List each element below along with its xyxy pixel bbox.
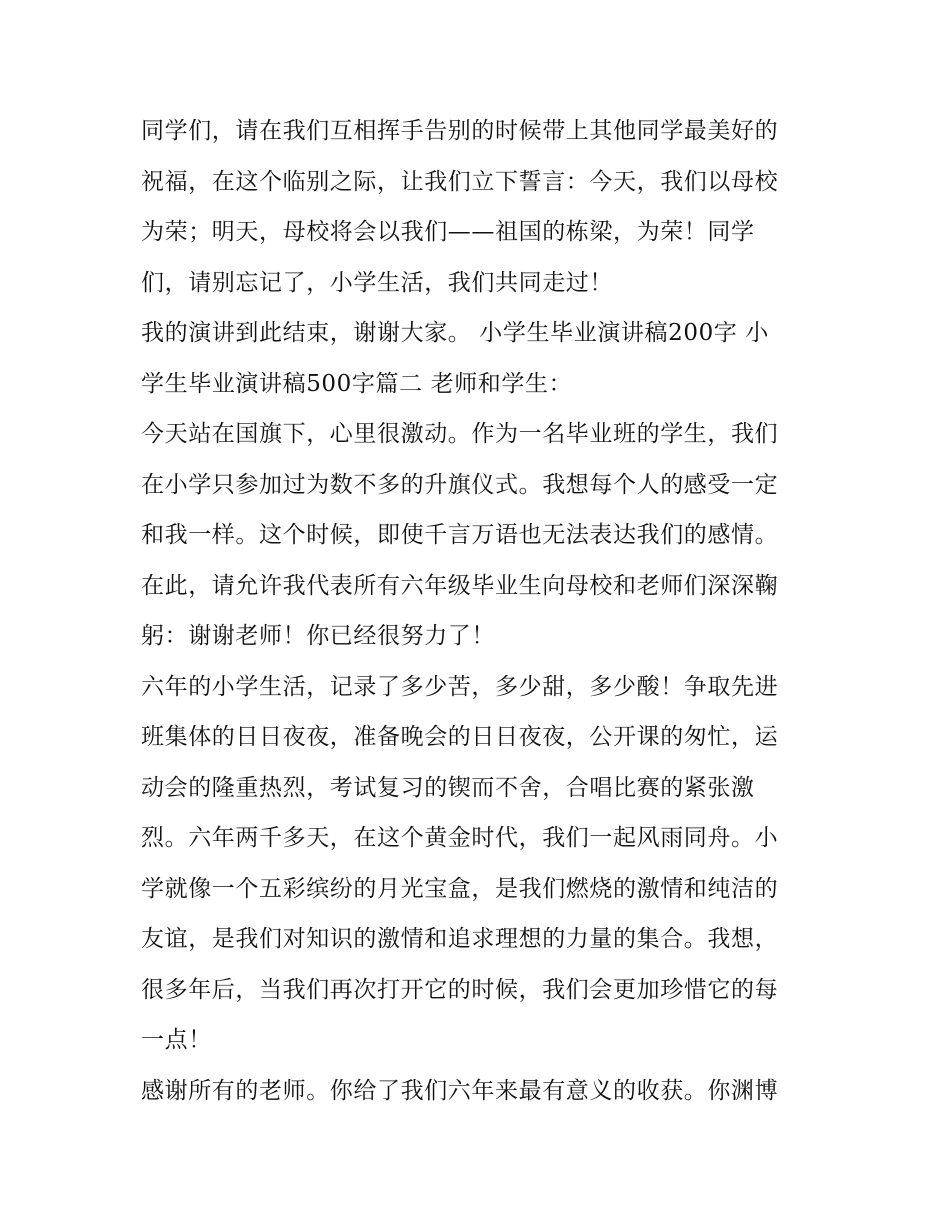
text-line: 躬：谢谢老师！你已经很努力了！ [141, 623, 495, 649]
text-line: 友谊，是我们对知识的激情和追求理想的力量的集合。我想， [141, 926, 779, 952]
text-line: 一点！ [141, 1027, 212, 1053]
text-line: 祝福，在这个临别之际，让我们立下誓言：今天，我们以母校 [141, 168, 779, 195]
text-line: 学生毕业演讲稿500字篇二 老师和学生： [141, 370, 573, 397]
text-line: 感谢所有的老师。你给了我们六年来最有意义的收获。你渊博 [141, 1077, 779, 1104]
speech-text [141, 106, 813, 1116]
text-line: 同学们，请在我们互相挥手告别的时候带上其他同学最美好的 [141, 118, 779, 144]
text-line: 很多年后，当我们再次打开它的时候，我们会更加珍惜它的每 [141, 976, 779, 1003]
text-line: 今天站在国旗下，心里很激动。作为一名毕业班的学生，我们 [141, 421, 779, 447]
text-line: 为荣；明天，母校将会以我们——祖国的栋梁，为荣！同学 [141, 219, 755, 245]
text-line: 在此，请允许我代表所有六年级毕业生向母校和老师们深深鞠 [141, 572, 779, 599]
text-line: 在小学只参加过为数不多的升旗仪式。我想每个人的感受一定 [141, 471, 779, 498]
text-line: 烈。六年两千多天，在这个黄金时代，我们一起风雨同舟。小 [141, 825, 779, 851]
text-line: 六年的小学生活，记录了多少苦，多少甜，多少酸！争取先进 [141, 673, 779, 700]
text-line: 班集体的日日夜夜，准备晚会的日日夜夜，公开课的匆忙，运 [141, 724, 779, 750]
text-line: 学就像一个五彩缤纷的月光宝盒，是我们燃烧的激情和纯洁的 [141, 875, 779, 902]
text-line: 动会的隆重热烈，考试复习的锲而不舍，合唱比赛的紧张激 [141, 774, 755, 801]
text-line: 们，请别忘记了，小学生活，我们共同走过！ [141, 269, 613, 296]
text-line: 和我一样。这个时候，即使千言万语也无法表达我们的感情。 [141, 522, 779, 548]
text-line: 我的演讲到此结束，谢谢大家。 小学生毕业演讲稿200字 小 [141, 320, 769, 346]
